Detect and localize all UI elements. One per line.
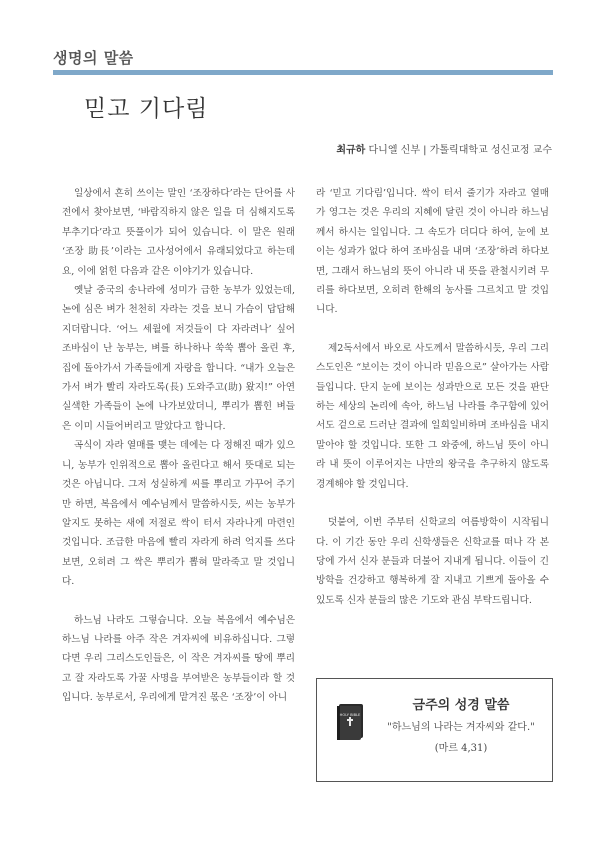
byline — [336, 141, 552, 156]
right-column — [316, 184, 549, 610]
paragraph: 덧붙여, 이번 주부터 신학교의 여름방학이 시작됩니다. 이 기간 동안 우리 신학생들은 신학교를 떠나 각 본당에 가서 신자 분들과 더불어 지내게 됩니다. 이들이 긴 방학을 건강하고 행복하게 잘 지내고 기쁘게 돌아올 수 있도록 신자 분들의 많은 기도와 관심 부탁드립니다. — [316, 517, 549, 606]
author-info: 다니엘 신부 | 가톨릭대학교 성신교정 교수 — [368, 145, 552, 156]
weekly-verse-box — [316, 678, 553, 782]
article-title: 믿고 기다림 — [84, 96, 209, 122]
paragraph: 하느님 나라도 그렇습니다. 오늘 복음에서 예수님은 하느님 나라를 아주 작은 겨자씨에 비유하십니다. 그렇다면 우리 그리스도인들은, 이 작은 겨자씨를 땅에 뿌리고 잘 자라도록 가꿀 사명을 부여받은 농부들이라 할 것입니다. 농부로서, 우리에게 맡겨진 몫은 ‘조장’이 아니 — [62, 614, 295, 704]
bible-icon-label: HOLY BIBLE — [339, 713, 361, 717]
verse-reference: (마르 4,31) — [434, 743, 488, 754]
author-name: 최규하 — [336, 145, 366, 156]
paragraph: 제2독서에서 바오로 사도께서 말씀하시듯, 우리 그리스도인은 “보이는 것이 아니라 믿음으로” 살아가는 사람들입니다. 단지 눈에 보이는 성과만으로 모든 것을 판단하는 세상의 논리에 속아, 하느님 나라를 추구함에 있어서도 겉으로 드러난 결과에 일희일비하며 조바심을 내지 말아야 할 것입니다. 또한 그 와중에, 하느님 뜻이 아니라 내 뜻이 이루어지는 나만의 왕국을 추구하지 않도록 경계해야 할 것입니다. — [316, 342, 549, 490]
verse-text: "하느님의 나라는 겨자씨와 같다." — [387, 722, 535, 733]
bible-icon — [335, 701, 365, 741]
paragraph: 라 ‘믿고 기다림’입니다. 싹이 터서 줄기가 자라고 열매가 영그는 것은 우리의 지혜에 달린 것이 아니라 하느님께서 하시는 일입니다. 그 속도가 더디다 하여, 눈에 보이는 성과가 없다 하여 조바심을 내며 ‘조장’하려 하다보면, 그래서 하느님의 뜻이 아니라 내 뜻을 관철시키려 무리를 하다보면, 오히려 한해의 농사를 그르치고 말 것입니다. — [316, 188, 549, 316]
left-column — [62, 184, 295, 708]
header-divider — [53, 70, 553, 75]
paragraph: 곡식이 자라 열매를 맺는 데에는 다 정해진 때가 있으니, 농부가 인위적으로 뽑아 올린다고 해서 뜻대로 되는 것은 아닙니다. 그저 성실하게 씨를 뿌리고 가꾸어 주기만 하면, 복음에서 예수님께서 말씀하시듯, 씨는 농부가 알지도 못하는 새에 저절로 싹이 터서 자라나게 마련인 것입니다. 조급한 마음에 빨리 자라게 하려 억지를 쓰다보면, 오히려 그 싹은 뿌리가 뽑혀 말라죽고 말 것입니다. — [62, 440, 295, 588]
header-section-title: 생명의 말씀 — [53, 49, 134, 67]
paragraph: 옛날 중국의 송나라에 성미가 급한 농부가 있었는데, 논에 심은 벼가 천천히 자라는 것을 보니 가슴이 답답해지더랍니다. ‘어느 세월에 저것들이 다 자라려나’ 싶어 조바심이 난 농부는, 벼를 하나하나 쑥쑥 뽑아 올린 후, 집에 돌아가서 가족들에게 자랑을 합니다. “내가 오늘은 가서 벼가 빨리 자라도록(長) 도와주고(助) 왔지!” 아연실색한 가족들이 논에 나가보았더니, 뿌리가 뽑힌 벼들은 이미 시들어버리고 말았다고 합니다. — [62, 285, 295, 432]
verse-title: 금주의 성경 말씀 — [412, 698, 510, 713]
paragraph: 일상에서 흔히 쓰이는 말인 ‘조장하다’라는 단어를 사전에서 찾아보면, ‘바람직하지 않은 일을 더 심해지도록 부추기다’라고 뜻풀이가 되어 있습니다. 이 말은 원래 ‘조장 助長’이라는 고사성어에서 유래되었다고 하는데요, 이에 얽힌 다음과 같은 이야기가 있습니다. — [62, 188, 295, 277]
